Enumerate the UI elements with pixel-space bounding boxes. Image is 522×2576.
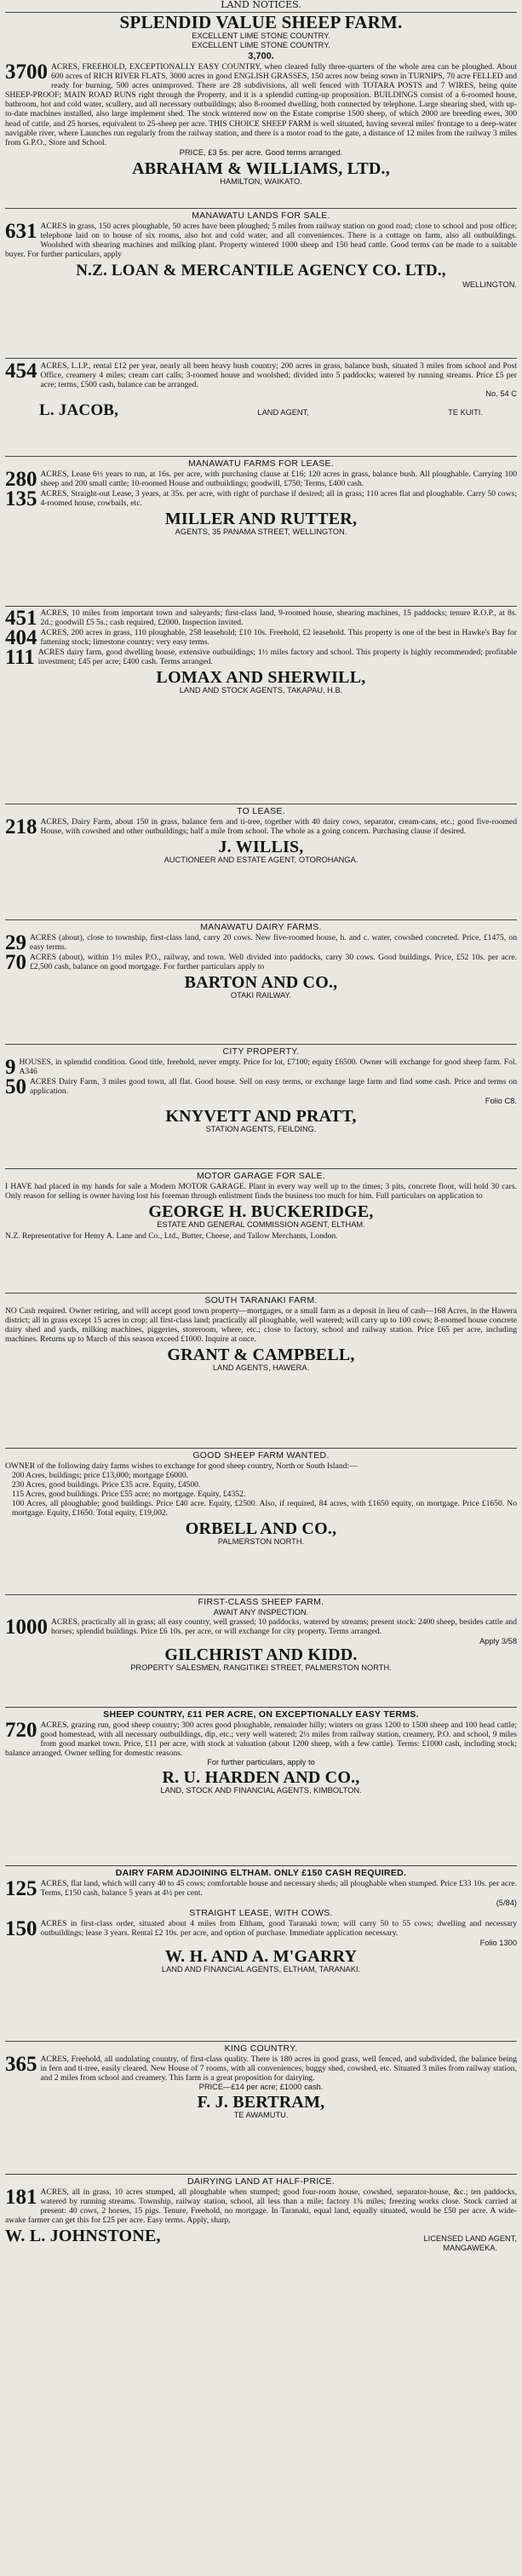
ad-firm: LOMAX AND SHERWILL, — [156, 668, 366, 688]
ad-list-item: 230 Acres, good buildings. Price £35 acre. Equity, £4500. — [12, 1480, 201, 1490]
ad-body — [5, 608, 517, 630]
ad-body-text: ACRES, all in grass, 10 acres stumped, all ploughable when stumped; good four-room house, cowshed, separator-house, &c.; ten paddocks, watered by running streams. Township, railway station, school, all less than a mile; factory 1¾ miles; freezing works close. Stock carried at present: 40 cows, 2 horses, 15 pigs. Tenure, Freehold, no mortgage. In Taranaki, equal land, equally situated, would be £50 per acre. A wide-awake farmer can get this for £25 per acre. Easy terms. Apply, sharp, — [5, 2187, 517, 2226]
ad-place: HAMILTON, WAIKATO. — [220, 176, 302, 186]
ad-body — [5, 817, 517, 836]
ad-splendid-sheep-farm — [5, 14, 517, 206]
ad-manawatu-lands — [5, 210, 517, 355]
ad-firm-row — [5, 402, 517, 418]
ad-section-title: DAIRYING LAND AT HALF-PRICE. — [187, 2176, 335, 2187]
ad-body-text: HOUSES, in splendid condition. Good title, freehold, never empty. Price for lot, £7100; equity £6500. Owner will exchange for good sheep farm. Fol. A346 — [19, 1057, 517, 1077]
ad-body-text: ACRES (about), close to township, first-class land, carry 20 cows. New five-roomed house, h. and c. water, cowshed concreted. Price, £1475, on easy terms. — [30, 933, 517, 953]
ad-body-text: ACRES in first-class order, situated about 4 miles from Eltham, good Taranaki town; will carry 50 to 55 cows; dwelling and necessary outbuildings; lease 3 years. Rental £2 10s. per acre, and option of purchase. Immediate application necessary. — [40, 1919, 517, 1939]
ad-section-title: MOTOR GARAGE FOR SALE. — [196, 1171, 326, 1181]
ad-subhead: EXCELLENT LIME STONE COUNTRY. — [192, 32, 330, 40]
divider — [5, 1044, 517, 1045]
ad-section-title: SHEEP COUNTRY, £11 PER ACRE, ON EXCEPTIONALLY EASY TERMS. — [103, 1709, 419, 1720]
ad-firm: GILCHRIST AND KIDD. — [164, 1645, 358, 1664]
ad-body-text: ACRES, 200 acres in grass, 110 ploughable, 258 leasehold; £10 10s. Freehold, £2 leasehold. This property is one of the best in Hawke's Bay for fattening stock; limestone country; very easy terms. — [40, 628, 517, 648]
ad-list-item: 100 Acres, all ploughable; good buildings. Price £40 acre. Equity, £2500. Also, if required, 84 acres, with £1650 equity, on mortgage. Price £1650. No mortgage. Equity, £1650. Total equity, £19,002. — [12, 1499, 517, 1519]
ad-body-text: ACRES (about), within 1½ miles P.O., railway, and town. Well divided into paddocks, carry 30 cows. Good buildings. Price, £52 10s. per acre. £2,500 cash, balance on good mortgage. For further particulars apply to — [30, 953, 517, 972]
ad-body — [5, 933, 517, 952]
ad-place: MANGAWEKA. — [443, 2244, 498, 2253]
ad-body-text: ACRES, L.I.P., rental £12 per year, nearly all been heavy bush country; 200 acres in grass, balance bush, situated 3 miles from school and Post Office, creamery 4 miles; cream cart calls; 3-roomed house and woolshed; divided into 5 paddocks; watered by running streams. Price £5 per acre; terms, £500 cash, balance can be arranged. — [40, 361, 517, 390]
ad-place: LAND AND STOCK AGENTS, TAKAPAU, H.B. — [179, 686, 343, 695]
ad-firm: R. U. HARDEN AND CO., — [162, 1768, 360, 1788]
ad-place: ESTATE AND GENERAL COMMISSION AGENT, ELTHAM. — [157, 1220, 365, 1230]
ad-body: I HAVE had placed in my hands for sale a Modern MOTOR GARAGE. Plant in every way well up to the times; 3 pits, concrete floor, will hold 30 cars. Only reason for selling is owner having lost his foreman through enlistment finds the business too much for him. Full particulars on application to — [5, 1182, 517, 1202]
ad-section-title: KING COUNTRY. — [224, 2043, 298, 2054]
ad-lead-number: 218 — [5, 815, 37, 838]
ad-section-title: GOOD SHEEP FARM WANTED. — [192, 1450, 330, 1461]
divider — [5, 12, 517, 13]
ad-note: N.Z. Representative for Henry A. Lane and Co., Ltd., Butter, Cheese, and Tallow Merchants, London. — [5, 1231, 338, 1242]
ad-reference: Apply 3/58 — [479, 1637, 517, 1645]
ad-firm: F. J. BERTRAM, — [197, 2093, 325, 2112]
ad-body-text: ACRES in grass, 150 acres ploughable, 50 acres have been ploughed; 5 miles from railway station on good road; close to school and post office; telephone laid on to house of six rooms, also hot and cold water, and all conveniences. There is a cottage on farm, also all outbuildings. Woolshed with shearing machines and milking plant. Property wintered 1000 sheep and 150 head cattle. Good terms can be made to a suitable buyer. For further particulars, apply — [5, 222, 517, 260]
ad-w-l-johnstone — [5, 2176, 517, 2313]
ad-body — [5, 468, 517, 491]
ad-miller-and-rutter — [5, 458, 517, 603]
divider — [5, 1594, 517, 1595]
ad-section-title: MANAWATU FARMS FOR LEASE. — [187, 458, 335, 469]
ad-body — [5, 1616, 517, 1639]
ad-firm: L. JACOB, — [39, 401, 119, 420]
ad-place: TE KUITI. — [448, 408, 483, 418]
ad-place: WELLINGTON. — [462, 280, 517, 290]
ad-lead-number: 454 — [5, 361, 37, 383]
divider — [5, 208, 517, 209]
ad-section-title: TO LEASE. — [237, 806, 285, 816]
ad-body-text: ACRES, grazing run, good sheep country; 300 acres good ploughable, remainder hilly; winters on grass 1200 to 1500 sheep and 100 head cattle; good homestead, with all necessary outbuildings, dip, etc.; very well watered; 2½ miles from railway station, creamery, P.O. and school, 9 miles from good market town. Price, £11 per acre, with stock at valuation (about 1200 sheep, with a few cattle). Terms: £1000 cash, including stock; balance arranged. Owner selling for domestic reasons. — [5, 1720, 517, 1759]
ad-list-item: 200 Acres, buildings; price £13,000; mortgage £6000. — [12, 1471, 189, 1481]
ad-body-text: ACRES, FREEHOLD, EXCEPTIONALLY EASY COUNTRY, when cleared fully three-quarters of the whole area can be ploughed. About 600 acres of RICH RIVER FLATS, 3000 acres in good ENGLISH GRASSES, 150 acres now being sown in TURNIPS, 70 acre FELLED and ready for burning, 500 acres unimproved. There are 28 subdivisions, all well fenced with TOTARA POSTS and 7 WIRES, being quite SHEEP-PROOF; MAIN ROAD RUNS right through the Property, and it is a splendid cutting-up proposition. BUILDINGS consist of a 6-roomed house, bathroom, hot and cold water, scullery, and all necessary outbuildings; also 8-roomed dwelling, both connected by telephone. Large shearing shed, with up-to-date machines installed, also large implement shed. The stock wintered now on the Estate comprise 1500 sheep, of which 2000 are breeding ewes, 300 head of cattle, and 25 horses, equivalent to 25-sheep per acre. THIS CHOICE SHEEP FARM is well situated, having several miles' frontage to a deep-water navigable river, where Launches run regularly from the railway station, and there is a motor road to the gate, a distance of 12 miles from the railway 3 miles from G.P.O., Store and School. — [5, 62, 517, 147]
ad-lead-number: 720 — [5, 1719, 37, 1742]
divider — [5, 1168, 517, 1169]
ad-firm: N.Z. LOAN & MERCANTILE AGENCY CO. LTD., — [76, 262, 446, 280]
ad-body-text: ACRES Dairy Farm, 3 miles good town, all flat. Good house. Sell on easy terms, or exchange large farm and find some cash. Price and terms on application. — [30, 1077, 517, 1097]
ad-body — [5, 2054, 517, 2083]
ad-body — [5, 361, 517, 389]
ad-body-text: ACRES, Freehold, all undulating country, of first-class quality. There is 180 acres in good grass, well fenced, and subdivided, the balance being in fern and ti-tree, easily cleared. New House of 7 rooms, with all conveniences, buggy shed, cowshed, etc. Situated 3 miles from railway station, and 2 miles from school and creamery. This farm is a great proposition for dairying. — [40, 2054, 517, 2083]
ad-lead-number: 365 — [5, 2053, 37, 2076]
ad-firm: GEORGE H. BUCKERIDGE, — [148, 1202, 374, 1222]
ad-lead-number: 3700 — [5, 61, 48, 84]
ad-lead-number: 135 — [5, 487, 37, 510]
ad-body — [5, 628, 517, 647]
ad-section-title: MANAWATU DAIRY FARMS. — [200, 922, 322, 932]
ad-place: LAND AGENTS, HAWERA. — [212, 1363, 310, 1373]
ad-body — [5, 646, 517, 669]
ad-body-text: ACRES, practically all in grass; all easy country, well grassed; 10 paddocks, watered by streams; present stock: 2400 sheep, besides cattle and horses; splendid buildings. Price £6 10s. per acre, or will exchange for city property. Terms arranged. — [51, 1617, 517, 1637]
ad-gilchrist-and-kidd — [5, 1597, 517, 1704]
ad-lead-number: 111 — [5, 646, 35, 669]
ad-george-buckeridge — [5, 1171, 517, 1290]
ad-lead-number: 280 — [5, 468, 37, 491]
divider — [5, 1448, 517, 1449]
divider — [5, 1293, 517, 1294]
ad-agent: LAND AGENT, — [257, 408, 309, 418]
ad-lead-number: 150 — [5, 1917, 37, 1940]
ad-firm: ABRAHAM & WILLIAMS, LTD., — [132, 158, 390, 178]
ad-acreage: 3,700. — [248, 51, 274, 61]
ad-lomax-and-sherwill — [5, 608, 517, 801]
ad-reference: Folio C8. — [485, 1097, 517, 1105]
ad-place: PALMERSTON NORTH. — [217, 1536, 305, 1546]
ad-list-item: 115 Acres, good buildings. Price £55 acre; no mortgage. Equity, £4352. — [12, 1490, 246, 1500]
ad-firm-row — [5, 2227, 517, 2253]
ad-place: TE AWAMUTU. — [233, 2111, 289, 2120]
divider — [5, 1865, 517, 1866]
ad-body-text: ACRES, Dairy Farm, about 150 in grass, balance fern and ti-tree, together with 40 dairy cows, separator, cream-cans, etc.; good five-roomed House, with cowshed and other outbuildings; half a mile from school. The whole as a going concern. Purchasing clause if desired. — [40, 817, 517, 837]
ad-body: NO Cash required. Owner retiring, and will accept good town property—mortgages, or a small farm as a deposit in lieu of cash—168 Acres, in the Hawera district; all in grass except 15 acres in crop; all first-class land; practically all ploughable, well watered; will carry up to 100 cows; 8-roomed house concrete dairy shed and yards, milking machines, piggeries, storeroom, where, etc.; close to factory, school and railway station. Price £65 per acre, including machines. Returns up to March of this season exceed £1000. Inquire at once. — [5, 1306, 517, 1345]
ad-body — [5, 951, 517, 974]
divider — [5, 2174, 517, 2175]
ad-lead-number: 631 — [5, 220, 37, 243]
ad-body — [5, 1056, 517, 1079]
ad-lead-number: 125 — [5, 1877, 37, 1900]
ad-lead-number: 29 — [5, 931, 26, 954]
ad-knyvett-and-pratt — [5, 1046, 517, 1166]
ad-section-title: FIRST-CLASS SHEEP FARM. — [198, 1597, 324, 1607]
ad-agent: LICENSED LAND AGENT, — [423, 2234, 517, 2244]
ad-subhead: AWAIT ANY INSPECTION. — [213, 1608, 309, 1616]
ad-body-text: ACRES, Lease 6½ years to run, at 16s. per acre, with purchasing clause at £16; 120 acres in grass, balance bush. All ploughable. Carrying 100 sheep and 200 small cattle; 10-roomed House and outbuildings; goodwill, £750; Terms, £400 cash. — [40, 470, 517, 489]
ad-firm: ORBELL AND CO., — [185, 1519, 337, 1538]
ad-reference: (5/84) — [496, 1899, 517, 1907]
ad-lead-number: 9 — [5, 1056, 16, 1079]
divider — [5, 919, 517, 920]
ad-firm: W. H. AND A. M'GARRY — [164, 1947, 358, 1966]
ad-body — [5, 489, 517, 508]
ad-body-text: ACRES dairy farm, good dwelling house, extensive outbuildings; 1½ miles factory and school. This property is highly recommended; profitable investment; £45 per acre; £400 cash. Terms arranged. — [37, 648, 517, 667]
ad-barton-and-co — [5, 922, 517, 1041]
ad-firm: KNYVETT AND PRATT, — [165, 1107, 357, 1126]
ad-reference: Folio 1300 — [479, 1939, 517, 1947]
ad-l-jacob — [5, 361, 517, 453]
ad-heading: SPLENDID VALUE SHEEP FARM. — [119, 14, 403, 32]
ad-body — [5, 222, 517, 259]
ad-lead-number: 70 — [5, 951, 26, 974]
ad-place: AUCTIONEER AND ESTATE AGENT, OTOROHANGA. — [163, 856, 359, 865]
ad-section-title: SOUTH TARANAKI FARM. — [204, 1295, 318, 1305]
ad-grant-and-campbell — [5, 1295, 517, 1445]
ad-lead-number: 404 — [5, 626, 37, 649]
ad-firm: MILLER AND RUTTER, — [164, 510, 358, 529]
ad-body — [5, 2187, 517, 2225]
ad-terms: PRICE, £3 5s. per acre. Good terms arranged. — [179, 147, 343, 157]
ad-terms: PRICE—£14 per acre; £1000 cash. — [198, 2083, 324, 2092]
ad-section-title: MANAWATU LANDS FOR SALE. — [192, 210, 330, 221]
ad-place: LAND, STOCK AND FINANCIAL AGENTS, KIMBOLTON. — [160, 1786, 362, 1795]
ad-j-willis — [5, 806, 517, 917]
ad-section-title: CITY PROPERTY. — [222, 1046, 300, 1057]
masthead-title: LAND NOTICES. — [221, 0, 301, 10]
divider — [5, 456, 517, 457]
ad-mgarry — [5, 1868, 517, 2038]
ad-body — [5, 1077, 517, 1096]
masthead — [5, 0, 517, 12]
divider — [5, 606, 517, 607]
ad-firm: J. WILLIS, — [218, 838, 304, 857]
divider — [5, 358, 517, 359]
ad-place: STATION AGENTS, FEILDING. — [205, 1125, 317, 1133]
ad-body — [5, 1720, 517, 1758]
ad-lead-number: 50 — [5, 1075, 26, 1098]
ad-body: OWNER of the following dairy farms wishes to exchange for good sheep country, North or South Island:— — [5, 1461, 358, 1471]
ad-lead-number: 1000 — [5, 1616, 48, 1639]
ad-agent-block — [423, 2234, 517, 2253]
ad-r-u-harden — [5, 1709, 517, 1863]
ad-body-text: ACRES, Straight-out Lease, 3 years, at 35s. per acre, with right of purchase if desired; all in grass; 110 acres flat and ploughable. Carry 50 cows; 4-roomed house, cowbails, etc. — [40, 489, 517, 509]
ad-place: OTAKI RAILWAY. — [230, 991, 292, 1000]
ad-body-text: ACRES, 10 miles from important town and saleyards; first-class land, 9-roomed house, shearing machines, 15 paddocks; tenure R.O.P., at 8s. 2d.; goodwill £5 5s.; cash required, £2000. Inspection invited. — [40, 608, 517, 628]
ad-lead-number: 181 — [5, 2186, 37, 2209]
ad-body — [5, 1879, 517, 1898]
ad-place: PROPERTY SALESMEN, RANGITIKEI STREET, PALMERSTON NORTH. — [130, 1663, 392, 1672]
ad-body — [5, 62, 517, 147]
ad-f-j-bertram — [5, 2043, 517, 2171]
ad-place: LAND AND FINANCIAL AGENTS, ELTHAM, TARANAKI. — [161, 1965, 361, 1974]
divider — [5, 2041, 517, 2042]
ad-subhead: EXCELLENT LIME STONE COUNTRY. — [192, 41, 330, 49]
ad-firm: BARTON AND CO., — [184, 973, 338, 993]
ad-body-text: ACRES, flat land, which will carry 40 to 45 cows; comfortable house and necessary sheds; all ploughable when stumped. Price £33 10s. per acre. Terms, £150 cash, balance 5 years at 4½ per cent. — [40, 1879, 517, 1899]
ad-lead-number: 451 — [5, 608, 37, 630]
ad-note: For further particulars, apply to — [207, 1758, 315, 1767]
ad-orbell-and-co — [5, 1450, 517, 1592]
ad-section-title: DAIRY FARM ADJOINING ELTHAM. ONLY £150 CASH REQUIRED. — [115, 1868, 407, 1878]
ad-subhead: STRAIGHT LEASE, WITH COWS. — [189, 1908, 333, 1918]
ad-firm: W. L. JOHNSTONE, — [5, 2227, 161, 2246]
ad-firm: GRANT & CAMPBELL, — [167, 1346, 355, 1365]
ad-place: AGENTS, 35 PANAMA STREET, WELLINGTON. — [175, 527, 347, 537]
ad-reference: No. 54 C — [485, 389, 517, 399]
ad-body — [5, 1919, 517, 1938]
divider — [5, 1707, 517, 1708]
